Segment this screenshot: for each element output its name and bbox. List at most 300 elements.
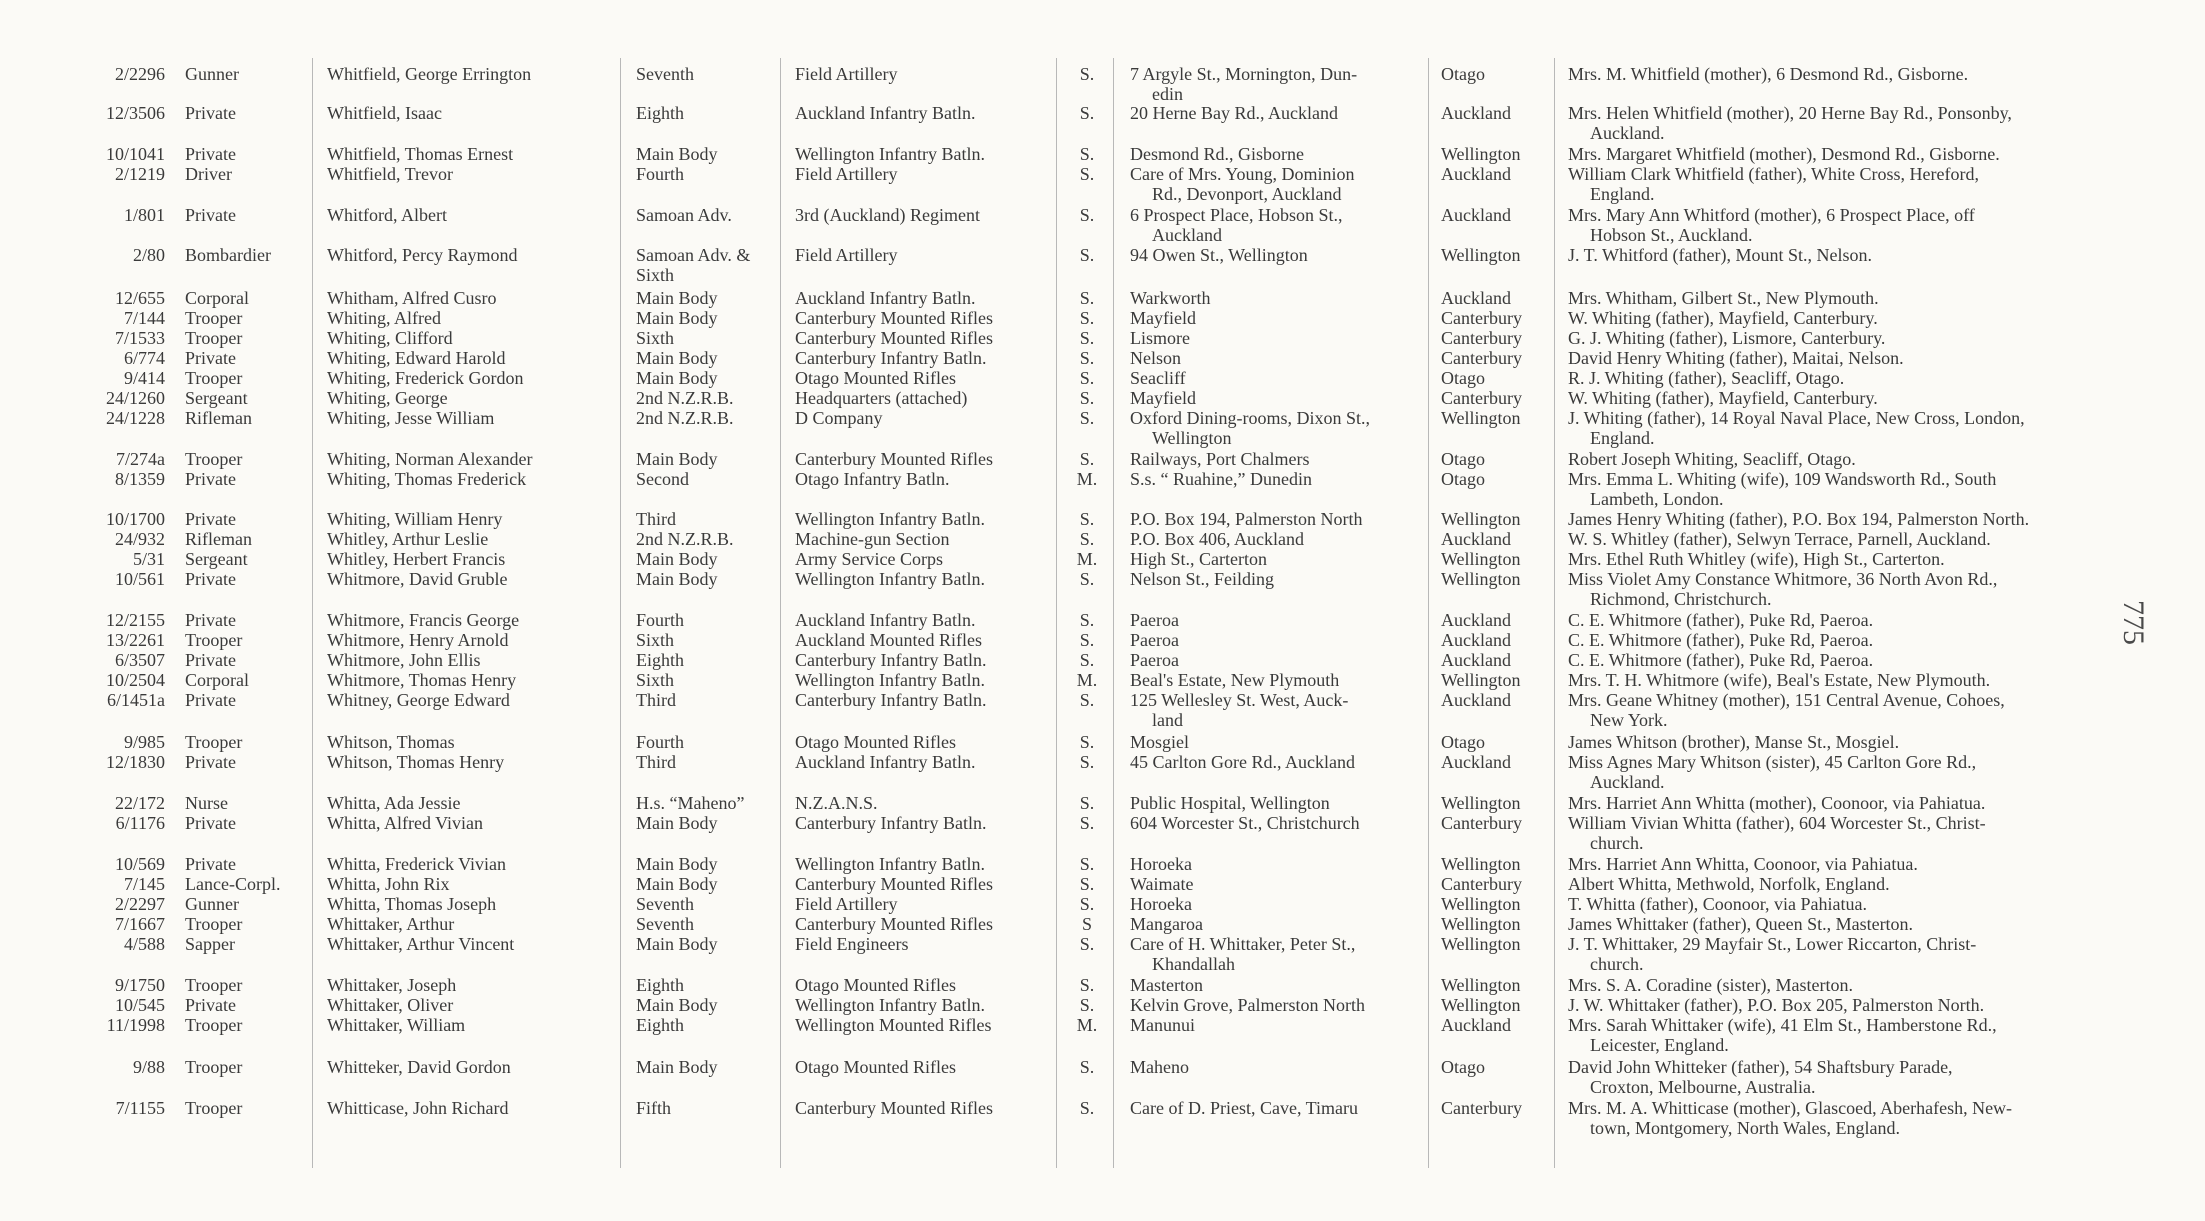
marital-status: S. bbox=[1079, 894, 1095, 914]
unit: Otago Mounted Rifles bbox=[795, 732, 956, 752]
last-address bbox=[1130, 813, 1420, 833]
reg-number: 24/932 bbox=[114, 529, 165, 549]
kin-line: church. bbox=[1590, 954, 1644, 974]
rank: Lance-Corpl. bbox=[185, 874, 281, 894]
next-of-kin bbox=[1568, 64, 2123, 84]
next-of-kin bbox=[1568, 690, 2123, 730]
address-line: 45 Carlton Gore Rd., Auckland bbox=[1130, 752, 1355, 772]
province: Auckland bbox=[1441, 752, 1511, 772]
address-line: Paeroa bbox=[1130, 650, 1179, 670]
draft bbox=[636, 934, 778, 954]
unit: Field Artillery bbox=[795, 894, 898, 914]
next-of-kin bbox=[1568, 934, 2123, 974]
next-of-kin bbox=[1568, 569, 2123, 609]
rank: Sergeant bbox=[185, 388, 248, 408]
reg-number: 10/545 bbox=[114, 995, 165, 1015]
next-of-kin bbox=[1568, 164, 2123, 204]
reg-number: 2/1219 bbox=[114, 164, 165, 184]
kin-line: town, Montgomery, North Wales, England. bbox=[1590, 1118, 1901, 1138]
reg-number: 10/1700 bbox=[105, 509, 165, 529]
rank: Private bbox=[185, 569, 236, 589]
kin-line: W. Whiting (father), Mayfield, Canterbury. bbox=[1568, 388, 1878, 408]
rank: Trooper bbox=[185, 1098, 243, 1118]
last-address bbox=[1130, 894, 1420, 914]
province: Auckland bbox=[1441, 288, 1511, 308]
last-address bbox=[1130, 328, 1420, 348]
province: Canterbury bbox=[1441, 1098, 1522, 1118]
draft-line: Main Body bbox=[636, 569, 718, 589]
soldier-name: Whitford, Percy Raymond bbox=[327, 245, 518, 265]
draft-line: Main Body bbox=[636, 368, 718, 388]
draft bbox=[636, 894, 778, 914]
province: Wellington bbox=[1441, 934, 1521, 954]
soldier-name: Whittaker, Joseph bbox=[327, 975, 457, 995]
kin-line: William Vivian Whitta (father), 604 Worcester St., Christ- bbox=[1568, 813, 1986, 833]
address-line: Paeroa bbox=[1130, 630, 1179, 650]
marital-status: S. bbox=[1079, 348, 1095, 368]
marital-status: S. bbox=[1079, 449, 1095, 469]
address-line: Auckland bbox=[1152, 225, 1222, 245]
address-line: Warkworth bbox=[1130, 288, 1211, 308]
reg-number: 6/1451a bbox=[107, 690, 165, 710]
province: Wellington bbox=[1441, 995, 1521, 1015]
reg-number: 12/1830 bbox=[105, 752, 165, 772]
address-line: Desmond Rd., Gisborne bbox=[1130, 144, 1304, 164]
address-line: Mayfield bbox=[1130, 388, 1196, 408]
address-line: Maheno bbox=[1130, 1057, 1189, 1077]
marital-status: S. bbox=[1079, 328, 1095, 348]
soldier-name: Whitfield, Isaac bbox=[327, 103, 442, 123]
marital-status: S. bbox=[1079, 529, 1095, 549]
address-line: Horoeka bbox=[1130, 894, 1192, 914]
draft bbox=[636, 144, 778, 164]
last-address bbox=[1130, 348, 1420, 368]
last-address bbox=[1130, 1015, 1420, 1035]
unit: Field Artillery bbox=[795, 245, 898, 265]
reg-number: 8/1359 bbox=[114, 469, 165, 489]
marital-status: S bbox=[1081, 914, 1092, 934]
draft-line: Sixth bbox=[636, 265, 675, 285]
rank: Bombardier bbox=[185, 245, 271, 265]
province: Canterbury bbox=[1441, 348, 1522, 368]
soldier-name: Whiting, Jesse William bbox=[327, 408, 495, 428]
draft bbox=[636, 245, 778, 285]
province: Auckland bbox=[1441, 164, 1511, 184]
reg-number: 12/655 bbox=[114, 288, 165, 308]
rank: Sapper bbox=[185, 934, 235, 954]
address-line: Care of D. Priest, Cave, Timaru bbox=[1130, 1098, 1358, 1118]
draft bbox=[636, 469, 778, 489]
kin-line: Mrs. M. A. Whitticase (mother), Glascoed, Aberhafesh, New- bbox=[1568, 1098, 2013, 1118]
kin-line: Croxton, Melbourne, Australia. bbox=[1590, 1077, 1816, 1097]
unit: D Company bbox=[795, 408, 883, 428]
column-rule bbox=[1056, 58, 1057, 1168]
reg-number: 2/80 bbox=[132, 245, 165, 265]
address-line: Mosgiel bbox=[1130, 732, 1190, 752]
kin-line: Richmond, Christchurch. bbox=[1590, 589, 1772, 609]
address-line: High St., Carterton bbox=[1130, 549, 1267, 569]
reg-number: 5/31 bbox=[132, 549, 165, 569]
draft bbox=[636, 164, 778, 184]
kin-line: Miss Agnes Mary Whitson (sister), 45 Carlton Gore Rd., bbox=[1568, 752, 1977, 772]
marital-status: S. bbox=[1079, 813, 1095, 833]
draft-line: Samoan Adv. bbox=[636, 205, 732, 225]
reg-number: 10/2504 bbox=[105, 670, 165, 690]
next-of-kin bbox=[1568, 650, 2123, 670]
soldier-name: Whitteker, David Gordon bbox=[327, 1057, 511, 1077]
province: Wellington bbox=[1441, 914, 1521, 934]
soldier-name: Whiting, William Henry bbox=[327, 509, 503, 529]
next-of-kin bbox=[1568, 144, 2123, 164]
draft-line: Main Body bbox=[636, 144, 718, 164]
reg-number: 6/1176 bbox=[115, 813, 165, 833]
address-line: Masterton bbox=[1130, 975, 1203, 995]
draft bbox=[636, 670, 778, 690]
next-of-kin bbox=[1568, 610, 2123, 630]
next-of-kin bbox=[1568, 549, 2123, 569]
unit: N.Z.A.N.S. bbox=[795, 793, 878, 813]
soldier-name: Whitson, Thomas Henry bbox=[327, 752, 505, 772]
draft-line: Fourth bbox=[636, 164, 685, 184]
unit: Canterbury Mounted Rifles bbox=[795, 914, 993, 934]
draft bbox=[636, 914, 778, 934]
unit: Auckland Infantry Batln. bbox=[795, 103, 976, 123]
unit: Auckland Infantry Batln. bbox=[795, 288, 976, 308]
unit: Canterbury Mounted Rifles bbox=[795, 874, 993, 894]
draft bbox=[636, 205, 778, 225]
next-of-kin bbox=[1568, 368, 2123, 388]
address-line: Seacliff bbox=[1130, 368, 1186, 388]
kin-line: C. E. Whitmore (father), Puke Rd, Paeroa. bbox=[1568, 610, 1874, 630]
marital-status: S. bbox=[1079, 1098, 1095, 1118]
marital-status: S. bbox=[1079, 975, 1095, 995]
draft bbox=[636, 630, 778, 650]
kin-line: New York. bbox=[1590, 710, 1668, 730]
kin-line: Mrs. Margaret Whitfield (mother), Desmond Rd., Gisborne. bbox=[1568, 144, 2000, 164]
soldier-name: Whitta, Thomas Joseph bbox=[327, 894, 497, 914]
unit: Canterbury Mounted Rifles bbox=[795, 449, 993, 469]
reg-number: 10/569 bbox=[114, 854, 165, 874]
draft-line: Sixth bbox=[636, 630, 675, 650]
next-of-kin bbox=[1568, 388, 2123, 408]
last-address bbox=[1130, 793, 1420, 813]
soldier-name: Whitham, Alfred Cusro bbox=[327, 288, 497, 308]
reg-number: 7/1533 bbox=[114, 328, 165, 348]
draft-line: Eighth bbox=[636, 1015, 684, 1035]
marital-status: S. bbox=[1079, 995, 1095, 1015]
draft-line: H.s. “Maheno” bbox=[636, 793, 745, 813]
rank: Trooper bbox=[185, 732, 243, 752]
rank: Private bbox=[185, 469, 236, 489]
last-address bbox=[1130, 388, 1420, 408]
reg-number: 24/1260 bbox=[105, 388, 165, 408]
kin-line: Mrs. Harriet Ann Whitta, Coonoor, via Pahiatua. bbox=[1568, 854, 1918, 874]
soldier-name: Whitford, Albert bbox=[327, 205, 447, 225]
province: Otago bbox=[1441, 732, 1485, 752]
kin-line: David Henry Whiting (father), Maitai, Nelson. bbox=[1568, 348, 1904, 368]
kin-line: James Whittaker (father), Queen St., Masterton. bbox=[1568, 914, 1914, 934]
reg-number: 22/172 bbox=[114, 793, 165, 813]
address-line: Rd., Devonport, Auckland bbox=[1152, 184, 1342, 204]
kin-line: C. E. Whitmore (father), Puke Rd, Paeroa. bbox=[1568, 650, 1874, 670]
column-rule bbox=[1554, 58, 1555, 1168]
unit: Wellington Infantry Batln. bbox=[795, 509, 986, 529]
rank: Rifleman bbox=[185, 529, 252, 549]
column-rule bbox=[780, 58, 781, 1168]
kin-line: James Henry Whiting (father), P.O. Box 194, Palmerston North. bbox=[1568, 509, 2030, 529]
draft bbox=[636, 813, 778, 833]
next-of-kin bbox=[1568, 854, 2123, 874]
kin-line: R. J. Whiting (father), Seacliff, Otago. bbox=[1568, 368, 1845, 388]
province: Canterbury bbox=[1441, 813, 1522, 833]
draft bbox=[636, 368, 778, 388]
province: Wellington bbox=[1441, 894, 1521, 914]
soldier-name: Whitmore, David Gruble bbox=[327, 569, 508, 589]
draft bbox=[636, 854, 778, 874]
province: Wellington bbox=[1441, 509, 1521, 529]
last-address bbox=[1130, 752, 1420, 772]
soldier-name: Whitta, John Rix bbox=[327, 874, 450, 894]
draft-line: Fourth bbox=[636, 732, 685, 752]
next-of-kin bbox=[1568, 245, 2123, 265]
unit: Canterbury Mounted Rifles bbox=[795, 328, 993, 348]
unit: Auckland Infantry Batln. bbox=[795, 752, 976, 772]
address-line: 125 Wellesley St. West, Auck- bbox=[1130, 690, 1349, 710]
address-line: Nelson St., Feilding bbox=[1130, 569, 1275, 589]
marital-status: S. bbox=[1079, 793, 1095, 813]
draft bbox=[636, 348, 778, 368]
soldier-name: Whitmore, John Ellis bbox=[327, 650, 481, 670]
province: Wellington bbox=[1441, 793, 1521, 813]
draft bbox=[636, 64, 778, 84]
draft bbox=[636, 732, 778, 752]
next-of-kin bbox=[1568, 348, 2123, 368]
next-of-kin bbox=[1568, 732, 2123, 752]
next-of-kin bbox=[1568, 469, 2123, 509]
rank: Private bbox=[185, 854, 236, 874]
draft-line: Main Body bbox=[636, 874, 718, 894]
address-line: Mangaroa bbox=[1130, 914, 1203, 934]
marital-status: S. bbox=[1079, 245, 1095, 265]
draft bbox=[636, 1098, 778, 1118]
unit: Headquarters (attached) bbox=[795, 388, 968, 408]
draft bbox=[636, 752, 778, 772]
soldier-name: Whitticase, John Richard bbox=[327, 1098, 509, 1118]
reg-number: 6/3507 bbox=[114, 650, 165, 670]
last-address bbox=[1130, 529, 1420, 549]
address-line: Beal's Estate, New Plymouth bbox=[1130, 670, 1340, 690]
address-line: Kelvin Grove, Palmerston North bbox=[1130, 995, 1365, 1015]
unit: Machine-gun Section bbox=[795, 529, 950, 549]
reg-number: 9/414 bbox=[123, 368, 165, 388]
address-line: Wellington bbox=[1152, 428, 1232, 448]
rank: Trooper bbox=[185, 449, 243, 469]
rank: Rifleman bbox=[185, 408, 252, 428]
reg-number: 2/2296 bbox=[114, 64, 165, 84]
unit: Canterbury Infantry Batln. bbox=[795, 813, 987, 833]
marital-status: M. bbox=[1076, 469, 1098, 489]
address-line: Manunui bbox=[1130, 1015, 1195, 1035]
reg-number: 9/88 bbox=[132, 1057, 165, 1077]
address-line: 6 Prospect Place, Hobson St., bbox=[1130, 205, 1343, 225]
kin-line: J. T. Whittaker, 29 Mayfair St., Lower Riccarton, Christ- bbox=[1568, 934, 1977, 954]
province: Canterbury bbox=[1441, 388, 1522, 408]
draft-line: Seventh bbox=[636, 914, 694, 934]
soldier-name: Whitson, Thomas bbox=[327, 732, 455, 752]
draft-line: Third bbox=[636, 509, 676, 529]
province: Wellington bbox=[1441, 245, 1521, 265]
reg-number: 10/561 bbox=[114, 569, 165, 589]
last-address bbox=[1130, 408, 1420, 448]
kin-line: England. bbox=[1590, 184, 1655, 204]
last-address bbox=[1130, 245, 1420, 265]
province: Canterbury bbox=[1441, 308, 1522, 328]
last-address bbox=[1130, 308, 1420, 328]
rank: Private bbox=[185, 144, 236, 164]
marital-status: S. bbox=[1079, 368, 1095, 388]
marital-status: S. bbox=[1079, 569, 1095, 589]
last-address bbox=[1130, 610, 1420, 630]
province: Wellington bbox=[1441, 670, 1521, 690]
kin-line: Mrs. M. Whitfield (mother), 6 Desmond Rd., Gisborne. bbox=[1568, 64, 1969, 84]
last-address bbox=[1130, 670, 1420, 690]
soldier-name: Whiting, Alfred bbox=[327, 308, 441, 328]
last-address bbox=[1130, 975, 1420, 995]
kin-line: Mrs. Geane Whitney (mother), 151 Central Avenue, Cohoes, bbox=[1568, 690, 2005, 710]
kin-line: Hobson St., Auckland. bbox=[1590, 225, 1753, 245]
unit: Wellington Mounted Rifles bbox=[795, 1015, 992, 1035]
soldier-name: Whiting, Frederick Gordon bbox=[327, 368, 524, 388]
soldier-name: Whitley, Herbert Francis bbox=[327, 549, 506, 569]
draft-line: Main Body bbox=[636, 813, 718, 833]
kin-line: Mrs. Whitham, Gilbert St., New Plymouth. bbox=[1568, 288, 1879, 308]
province: Otago bbox=[1441, 64, 1485, 84]
draft bbox=[636, 449, 778, 469]
next-of-kin bbox=[1568, 793, 2123, 813]
address-line: P.O. Box 406, Auckland bbox=[1130, 529, 1305, 549]
next-of-kin bbox=[1568, 529, 2123, 549]
kin-line: Albert Whitta, Methwold, Norfolk, England. bbox=[1568, 874, 1890, 894]
unit: Wellington Infantry Batln. bbox=[795, 854, 986, 874]
draft bbox=[636, 509, 778, 529]
unit: Field Artillery bbox=[795, 64, 898, 84]
kin-line: Mrs. Mary Ann Whitford (mother), 6 Prospect Place, off bbox=[1568, 205, 1975, 225]
next-of-kin bbox=[1568, 752, 2123, 792]
soldier-name: Whittaker, Arthur bbox=[327, 914, 455, 934]
kin-line: Robert Joseph Whiting, Seacliff, Otago. bbox=[1568, 449, 1856, 469]
last-address bbox=[1130, 549, 1420, 569]
marital-status: M. bbox=[1076, 549, 1098, 569]
unit: Otago Infantry Batln. bbox=[795, 469, 950, 489]
next-of-kin bbox=[1568, 995, 2123, 1015]
draft-line: Second bbox=[636, 469, 689, 489]
last-address bbox=[1130, 650, 1420, 670]
unit: Wellington Infantry Batln. bbox=[795, 670, 986, 690]
column-rule bbox=[1428, 58, 1429, 1168]
rank: Sergeant bbox=[185, 549, 248, 569]
unit: Auckland Mounted Rifles bbox=[795, 630, 982, 650]
rank: Trooper bbox=[185, 308, 243, 328]
marital-status: S. bbox=[1079, 650, 1095, 670]
soldier-name: Whittaker, Arthur Vincent bbox=[327, 934, 515, 954]
draft-line: Main Body bbox=[636, 995, 718, 1015]
next-of-kin bbox=[1568, 205, 2123, 245]
reg-number: 12/2155 bbox=[105, 610, 165, 630]
last-address bbox=[1130, 690, 1420, 730]
unit: Army Service Corps bbox=[795, 549, 943, 569]
draft bbox=[636, 690, 778, 710]
draft bbox=[636, 975, 778, 995]
last-address bbox=[1130, 854, 1420, 874]
rank: Nurse bbox=[185, 793, 228, 813]
reg-number: 1/801 bbox=[123, 205, 165, 225]
rank: Private bbox=[185, 348, 236, 368]
reg-number: 7/1667 bbox=[114, 914, 165, 934]
draft bbox=[636, 1015, 778, 1035]
last-address bbox=[1130, 630, 1420, 650]
kin-line: W. S. Whitley (father), Selwyn Terrace, Parnell, Auckland. bbox=[1568, 529, 1991, 549]
soldier-name: Whiting, Clifford bbox=[327, 328, 453, 348]
soldier-name: Whitfield, Trevor bbox=[327, 164, 453, 184]
kin-line: James Whitson (brother), Manse St., Mosgiel. bbox=[1568, 732, 1900, 752]
reg-number: 13/2261 bbox=[105, 630, 165, 650]
reg-number: 24/1228 bbox=[105, 408, 165, 428]
rank: Trooper bbox=[185, 368, 243, 388]
draft-line: Fourth bbox=[636, 610, 685, 630]
draft-line: Third bbox=[636, 690, 676, 710]
rank: Trooper bbox=[185, 914, 243, 934]
reg-number: 12/3506 bbox=[105, 103, 165, 123]
kin-line: William Clark Whitfield (father), White Cross, Hereford, bbox=[1568, 164, 1979, 184]
next-of-kin bbox=[1568, 894, 2123, 914]
draft-line: Main Body bbox=[636, 348, 718, 368]
kin-line: church. bbox=[1590, 833, 1644, 853]
draft bbox=[636, 529, 778, 549]
marital-status: S. bbox=[1079, 1057, 1095, 1077]
draft-line: Main Body bbox=[636, 934, 718, 954]
draft-line: 2nd N.Z.R.B. bbox=[636, 388, 734, 408]
address-line: 7 Argyle St., Mornington, Dun- bbox=[1130, 64, 1358, 84]
marital-status: M. bbox=[1076, 670, 1098, 690]
soldier-name: Whiting, George bbox=[327, 388, 448, 408]
address-line: Nelson bbox=[1130, 348, 1181, 368]
address-line: Public Hospital, Wellington bbox=[1130, 793, 1330, 813]
reg-number: 11/1998 bbox=[106, 1015, 165, 1035]
reg-number: 7/145 bbox=[123, 874, 165, 894]
next-of-kin bbox=[1568, 975, 2123, 995]
rank: Corporal bbox=[185, 670, 249, 690]
unit: Field Engineers bbox=[795, 934, 909, 954]
last-address bbox=[1130, 288, 1420, 308]
soldier-name: Whitney, George Edward bbox=[327, 690, 510, 710]
unit: 3rd (Auckland) Regiment bbox=[795, 205, 980, 225]
province: Wellington bbox=[1441, 854, 1521, 874]
next-of-kin bbox=[1568, 630, 2123, 650]
last-address bbox=[1130, 1057, 1420, 1077]
last-address bbox=[1130, 732, 1420, 752]
unit: Wellington Infantry Batln. bbox=[795, 995, 986, 1015]
next-of-kin bbox=[1568, 1015, 2123, 1055]
province: Canterbury bbox=[1441, 328, 1522, 348]
rank: Gunner bbox=[185, 64, 239, 84]
province: Auckland bbox=[1441, 650, 1511, 670]
draft-line: Seventh bbox=[636, 64, 694, 84]
soldier-name: Whiting, Norman Alexander bbox=[327, 449, 533, 469]
last-address bbox=[1130, 874, 1420, 894]
province: Auckland bbox=[1441, 1015, 1511, 1035]
last-address bbox=[1130, 144, 1420, 164]
next-of-kin bbox=[1568, 288, 2123, 308]
